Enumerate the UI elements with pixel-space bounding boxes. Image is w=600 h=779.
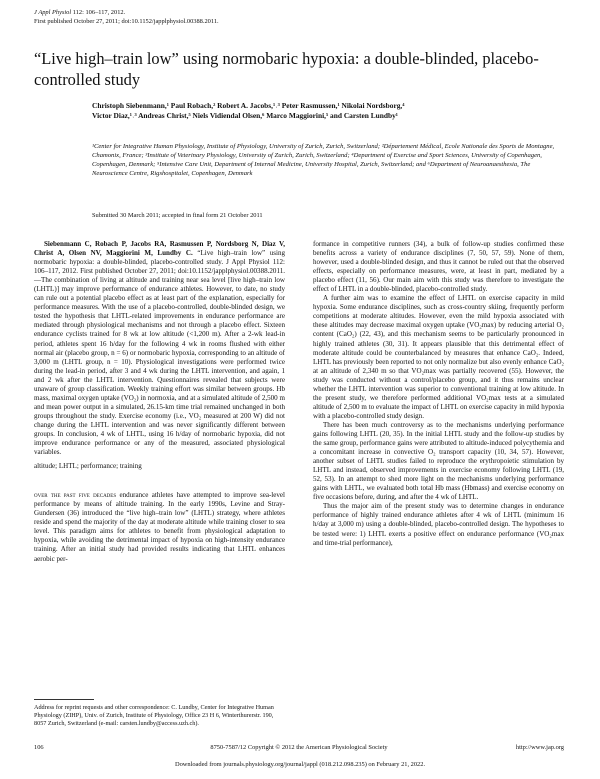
author-line-2: Victor Diaz,¹˒³ Andreas Christ,⁵ Niels Vidiendal Olsen,⁶ Marco Maggiorini,⁵ and Carsten Lundby¹: [92, 111, 398, 121]
body-paragraph-2: A further aim was to examine the effect of LHTL on exercise capacity in mild hypoxia. Some endurance disciplines, such as cross-country skiing, frequently perform competitions at moderate altitudes. However, even the mild hypoxia associated with these altitudes may decrease maximal oxygen uptake (VO₂max) by reducing arterial O₂ content (CaO₂) (22, 43), and this mechanism seems to be particularly pronounced in highly trained athletes (30, 31). It appears plausible that this detrimental effect of moderate altitude could be counterbalanced by measures that enhance CaO₂. Indeed, LHTL has previously been reported to not only normalize but also evenly enhance CaO₂ at an altitude of 2,340 m so that VO₂max was partially recovered (55). However, the study was conducted without a control/placebo group, and it thus remains unclear whether the LHTL intervention was superior to conventional training at low altitude. In the present study, we therefore performed additional VO₂max tests at a simulated altitude of 2,500 m to evaluate the impact of LHTL on exercise capacity in mild hypoxia with a placebo-controlled study design.: [313, 294, 564, 420]
right-column: [313, 240, 564, 548]
page-number: 106: [34, 744, 44, 751]
publication-info: First published October 27, 2011; doi:10.1152/japplphysiol.00388.2011.: [34, 17, 219, 25]
left-column: [34, 240, 285, 564]
abstract: [34, 240, 285, 457]
correspondence-footnote: Address for reprint requests and other correspondence: C. Lundby, Center for Integrative Human Physiology (ZIHP), Univ. of Zurich, Institute of Physiology, Office 23 H 6, Winterthurerstr. 190, 8057 Zurich, Switzerland (e-mail: carsten.lundby@access.uzh.ch).: [34, 704, 274, 728]
affiliations-text: ¹Center for Integrative Human Physiology, Institute of Physiology, University of Zurich, Zurich, Switzerland; ²Département Médical, Ecole Nationale des Sports de Montagne, Chamonix, France; ³Institute of Veterinary Physiology, University of Zurich, Zurich, Switzerland; ⁴Department of Exercise and Sport Sciences, University of Copenhagen, Copenhagen, Denmark; ⁵Intensive Care Unit, Department of Internal Medicine, University Hospital, Zurich, Switzerland; and ⁶Department of Neuroanaesthesia, The Neuroscience Centre, Rigshospitalet, Copenhagen, Denmark: [92, 143, 555, 178]
journal-url-link[interactable]: http://www.jap.org: [515, 744, 564, 751]
body-paragraph-4: Thus the major aim of the present study was to determine changes in endurance performance of highly trained endurance athletes after 4 wk of LHTL (minimum 16 h/day at 3,000 m) using a double-blinded, placebo-controlled design. The hypotheses to be tested were: 1) LHTL exerts a positive effect on endurance performance (VO₂max and time-trial performance),: [313, 502, 564, 547]
introduction-lead: over the past five decades: [34, 492, 117, 500]
introduction-paragraph: [34, 491, 285, 563]
affiliations: [92, 142, 560, 178]
body-paragraph-1: formance in competitive runners (34), a bulk of follow-up studies confirmed these benefits across a variety of endurance disciplines (7, 50, 57, 59). None of them, however, used a double-blinded design, and thus it cannot be ruled out that the observed effects, especially on performance measures, were, at least in part, mediated by a placebo effect (11, 56). Our main aim with this study was therefore to investigate the effect of LHTL in a double-blinded, placebo-controlled study.: [313, 240, 564, 294]
journal-volume: 112: 106–117, 2012.: [72, 9, 126, 16]
copyright-notice: 8750-7587/12 Copyright © 2012 the American Physiological Society: [210, 744, 388, 751]
abstract-citation: “Live high–train low” using normobaric hypoxia: a double-blinded, placebo-controlled study. J Appl Physiol 112: 106–117, 2012. First published October 27, 2011; doi:10.1152/japplphysiol.00388.2011.—: [34, 249, 285, 285]
download-notice: Downloaded from journals.physiology.org/journal/jappl (018.212.098.235) on February 21, 2022.: [174, 761, 426, 768]
submission-dates: Submitted 30 March 2011; accepted in final form 21 October 2011: [92, 212, 263, 219]
body-paragraph-3: There has been much controversy as to the mechanisms underlying performance gains following LHTL (20, 35). In the initial LHTL study and the follow-up studies by the same group, performance gains were attributed to altitude-induced polycythemia and a concomitant increase in convective O₂ transport capacity (10, 34, 57). However, another subset of LHTL studies failed to reproduce the erythropoietic stimulation by LHTL and instead, observed improvements in exercise economy following LHTL (19, 52, 53). In an attempt to shed more light on the mechanisms underlying performance gains with LHTL, we evaluated both total Hb mass (Hbmass) and exercise economy on five occasions before, during, and after the 4 wk of LHTL.: [313, 420, 564, 502]
abstract-citation-authors: Siebenmann C, Robach P, Jacobs RA, Rasmussen P, Nordsborg N, Diaz V, Christ A, Olsen NV, Maggiorini M, Lundby C.: [34, 240, 285, 258]
footnote-rule: [34, 699, 94, 700]
journal-header: [34, 9, 219, 26]
journal-name: J Appl Physiol: [34, 9, 72, 16]
author-line-1: Christoph Siebenmann,¹ Paul Robach,² Robert A. Jacobs,¹˒³ Peter Rasmussen,¹ Nikolai Nordsborg,⁴: [92, 101, 405, 110]
keywords: altitude; LHTL; performance; training: [34, 462, 142, 471]
introduction-text: endurance athletes have attempted to improve sea-level performance by means of altitude training. In the early 1990s, Levine and Stray-Gundersen (36) introduced the “live high–train low” (LHTL) strategy, where athletes reside and spend the majority of the day at moderate altitude while training closer to sea level. This paradigm aims for athletes to benefit from physiological adaptation to hypoxia, while avoiding the detrimental impact of hypoxia on high-intensity endurance training. After an initial study had provided results indicating that LHTL enhances aerobic per-: [34, 491, 286, 563]
abstract-body: The combination of living at altitude and training near sea level [live high–train low (LHTL)] may improve performance of endurance athletes. However, to date, no study can rule out a potential placebo effect as at least part of the explanation, especially for performance measures. With the use of a placebo-controlled, double-blinded design, we tested the hypothesis that LHTL-related improvements in endurance performance are mediated through physiological mechanisms and not through a placebo effect. Sixteen endurance cyclists trained for 8 wk at low altitude (<1,200 m). After a 2-wk lead-in period, athletes spent 16 h/day for the following 4 wk in rooms flushed with either normal air (placebo group, n = 6) or normobaric hypoxia, corresponding to an altitude of 3,000 m (LHTL group, n = 10). Physiological investigations were performed twice during the lead-in period, after 3 and 4 wk during the LHTL intervention, and again, 1 and 2 wk after the LHTL intervention. Questionnaires revealed that subjects were unaware of group classification. Weekly training effort was similar between groups. Hb mass, maximal oxygen uptake (VO₂) in normoxia, and at a simulated altitude of 2,500 m and mean power output in a simulated, 26.15-km time trial remained unchanged in both groups throughout the study. Exercise economy (i.e., VO₂ measured at 200 W) did not change during the LHTL intervention and was never significantly different between groups. In conclusion, 4 wk of LHTL, using 16 h/day of normobaric hypoxia, did not improve endurance performance or any of the measured, associated physiological variables.: [34, 276, 285, 457]
article-title: “Live high–train low” using normobaric hypoxia: a double-blinded, placebo-controlled study: [34, 49, 539, 89]
author-list: [92, 101, 562, 121]
